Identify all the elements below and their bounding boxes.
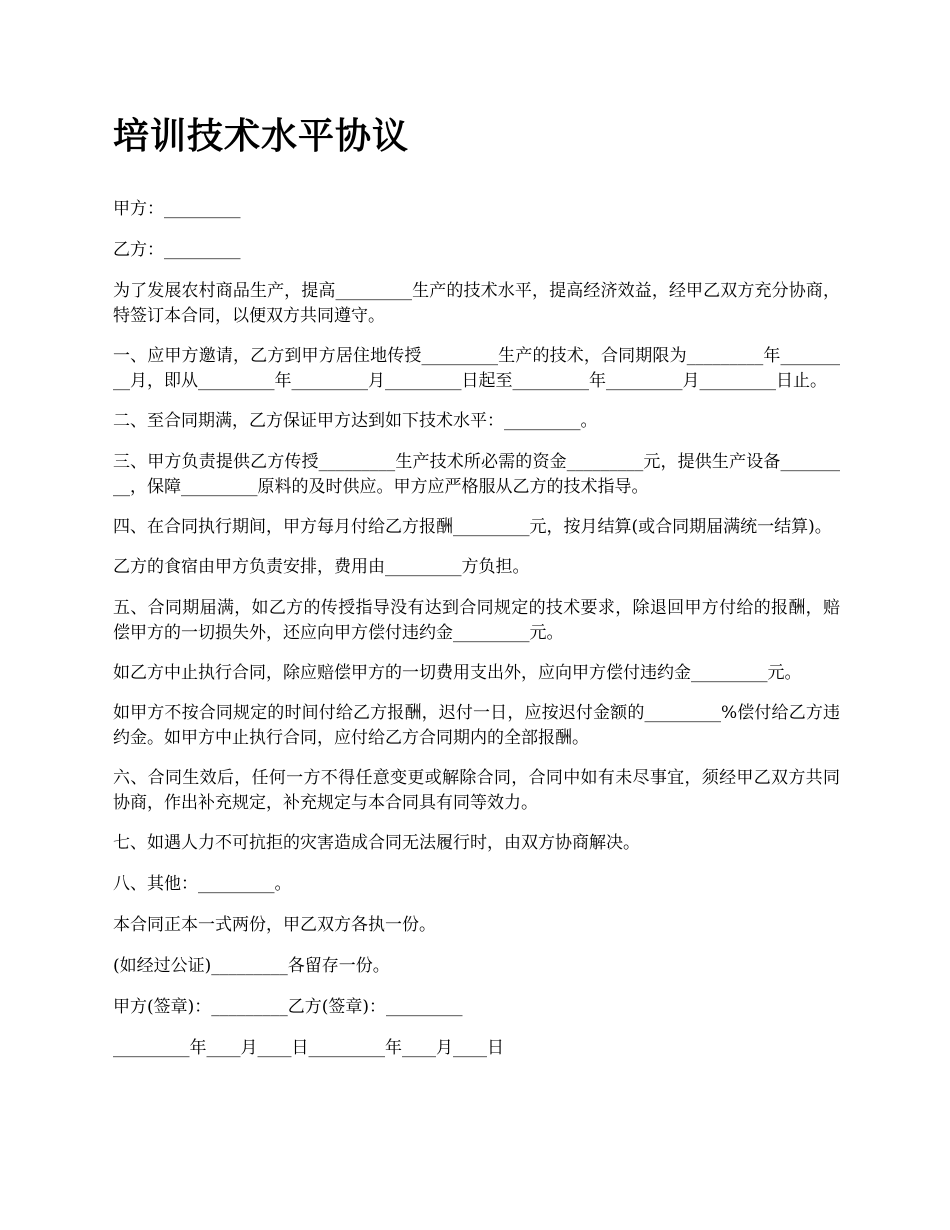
clause-4-paragraph: 四、在合同执行期间，甲方每月付给乙方报酬_________元，按月结算(或合同期届满统一结算)。	[113, 517, 832, 537]
party-a-line: 甲方：_________	[113, 199, 241, 219]
document-page	[113, 108, 840, 1077]
clause-3-paragraph: 三、甲方负责提供乙方传授_________生产技术所必需的资金_________元，提供生产设备_________，保障_________原料的及时供应。甲方应严格服从乙方的技术指导。	[113, 452, 840, 497]
clause-7-paragraph: 七、如遇人力不可抗拒的灾害造成合同无法履行时，由双方协商解决。	[113, 833, 640, 853]
clause-8-paragraph: 八、其他：_________。	[113, 874, 292, 894]
signature-line: 甲方(签章)：_________乙方(签章)：_________	[113, 997, 463, 1017]
notary-paragraph: (如经过公证)_________各留存一份。	[113, 956, 390, 976]
preamble-paragraph: 为了发展农村商品生产，提高_________生产的技术水平，提高经济效益，经甲乙双方充分协商，特签订本合同，以便双方共同遵守。	[113, 281, 840, 326]
party-a-delay-paragraph: 如甲方不按合同规定的时间付给乙方报酬，迟付一日，应按迟付金额的_________%偿付给乙方违约金。如甲方中止执行合同，应付给乙方合同期内的全部报酬。	[113, 703, 840, 748]
party-b-line: 乙方：_________	[113, 240, 241, 260]
clause-2-paragraph: 二、至合同期满，乙方保证甲方达到如下技术水平：_________。	[113, 411, 598, 431]
party-b-termination-paragraph: 如乙方中止执行合同，除应赔偿甲方的一切费用支出外，应向甲方偿付违约金_________元。	[113, 663, 802, 683]
clause-1-paragraph: 一、应甲方邀请，乙方到甲方居住地传授_________生产的技术，合同期限为_________年_________月，即从_________年_________月_________日起至_________年_________月_________日止。	[113, 346, 840, 391]
date-line: _________年____月____日_________年____月____日	[113, 1038, 504, 1058]
document-title: 培训技术水平协议	[113, 115, 410, 157]
clause-5-paragraph: 五、合同期届满，如乙方的传授指导没有达到合同规定的技术要求，除退回甲方付给的报酬，赔偿甲方的一切损失外，还应向甲方偿付违约金_________元。	[113, 598, 840, 643]
clause-6-paragraph: 六、合同生效后，任何一方不得任意变更或解除合同，合同中如有未尽事宜，须经甲乙双方共同协商，作出补充规定，补充规定与本合同具有同等效力。	[113, 768, 840, 813]
copies-paragraph: 本合同正本一式两份，甲乙双方各执一份。	[113, 915, 436, 935]
accommodation-paragraph: 乙方的食宿由甲方负责安排，费用由_________方负担。	[113, 557, 530, 577]
